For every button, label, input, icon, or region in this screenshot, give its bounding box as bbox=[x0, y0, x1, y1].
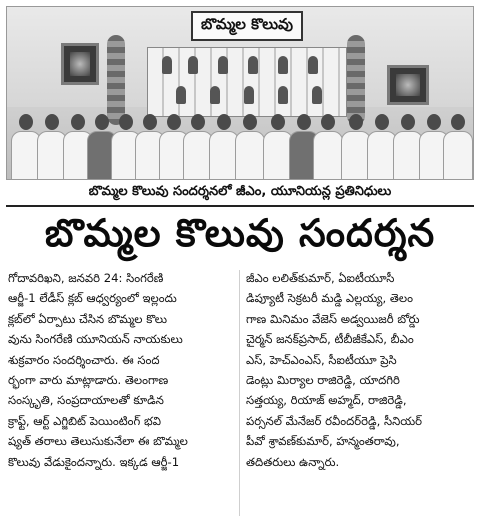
photo-banner: బొమ్మల కొలువు bbox=[191, 11, 303, 41]
photo-caption: బొమ్మల కొలువు సందర్శనలో జీఎం, యూనియన్ల ప్రతినిధులు bbox=[6, 181, 474, 207]
article-line: ష్యత్ తరాలు తెలుసుకునేలా ఈ బొమ్మల bbox=[8, 434, 188, 449]
article-line: జీఎం లలిత్‌కుమార్, ఏఐటీయూసీ bbox=[246, 271, 395, 285]
news-photo bbox=[6, 6, 474, 180]
article-line: గాణ మినిమం వేజెస్ అడ్వయిజరీ బోర్డు bbox=[246, 311, 420, 326]
article-line: ర్భంగా వారు మాట్లాడారు. తెలంగాణ bbox=[8, 373, 169, 388]
article-line: ఎస్, హెచ్‌ఎంఎస్, సీఐటీయూ ప్రెసి bbox=[246, 352, 397, 367]
article-line: క్లబ్‌లో ఏర్పాటు చేసిన బొమ్మల కొలు bbox=[8, 311, 167, 326]
article-line: డిప్యూటీ సెక్రటరీ మడ్డి ఎల్లయ్య, తెలం bbox=[246, 291, 413, 306]
picture-frame bbox=[387, 65, 429, 105]
group-of-people bbox=[7, 105, 474, 180]
article-line: సంస్కృతి, సంప్రదాయాలతో కూడిన bbox=[8, 393, 164, 408]
article-column-right bbox=[246, 268, 474, 518]
article-line: క్రాఫ్ట్, ఆర్ట్ ఎగ్జిబిట్ పెయింటింగ్ భవి bbox=[8, 413, 161, 428]
article-line: తదితరులు ఉన్నారు. bbox=[246, 454, 340, 469]
article-line: శుక్రవారం సందర్శించారు. ఈ సంద bbox=[8, 352, 160, 367]
article-line: పీవో శ్రావణ్‌కుమార్, హన్మంతరావు, bbox=[246, 434, 400, 449]
article-line: కొలువు వేడుకైందన్నారు. ఇక్కడ ఆర్జీ-1 bbox=[8, 454, 180, 469]
article-line: వును సింగరేణి యూనియన్ నాయకులు bbox=[8, 332, 183, 347]
article-column-left bbox=[8, 268, 236, 518]
column-divider bbox=[239, 270, 240, 516]
article-line: గోదావరిఖని, జనవరి 24: సింగరేణి bbox=[8, 271, 164, 285]
article-line: డెంట్లు మిర్యాల రాజిరెడ్డి, యాదగిరి bbox=[246, 373, 400, 388]
article-line: సత్తయ్య, రియాజ్ అహ్మద్, రాజిరెడ్డి, bbox=[246, 393, 407, 408]
article-line: పర్సనల్ మేనేజర్ రవీందర్‌రెడ్డి, సీనియర్ bbox=[246, 413, 423, 428]
article-line: చైర్మన్ జనక్‌ప్రసాద్, టీబీజీకేఎస్, బీఎం bbox=[246, 332, 414, 347]
article-line: ఆర్జీ-1 లేడీస్ క్లబ్ ఆధ్వర్యంలో ఇల్లందు bbox=[8, 291, 177, 306]
headline: బొమ్మల కొలువు సందర్శన bbox=[44, 211, 436, 255]
picture-frame bbox=[61, 43, 99, 85]
